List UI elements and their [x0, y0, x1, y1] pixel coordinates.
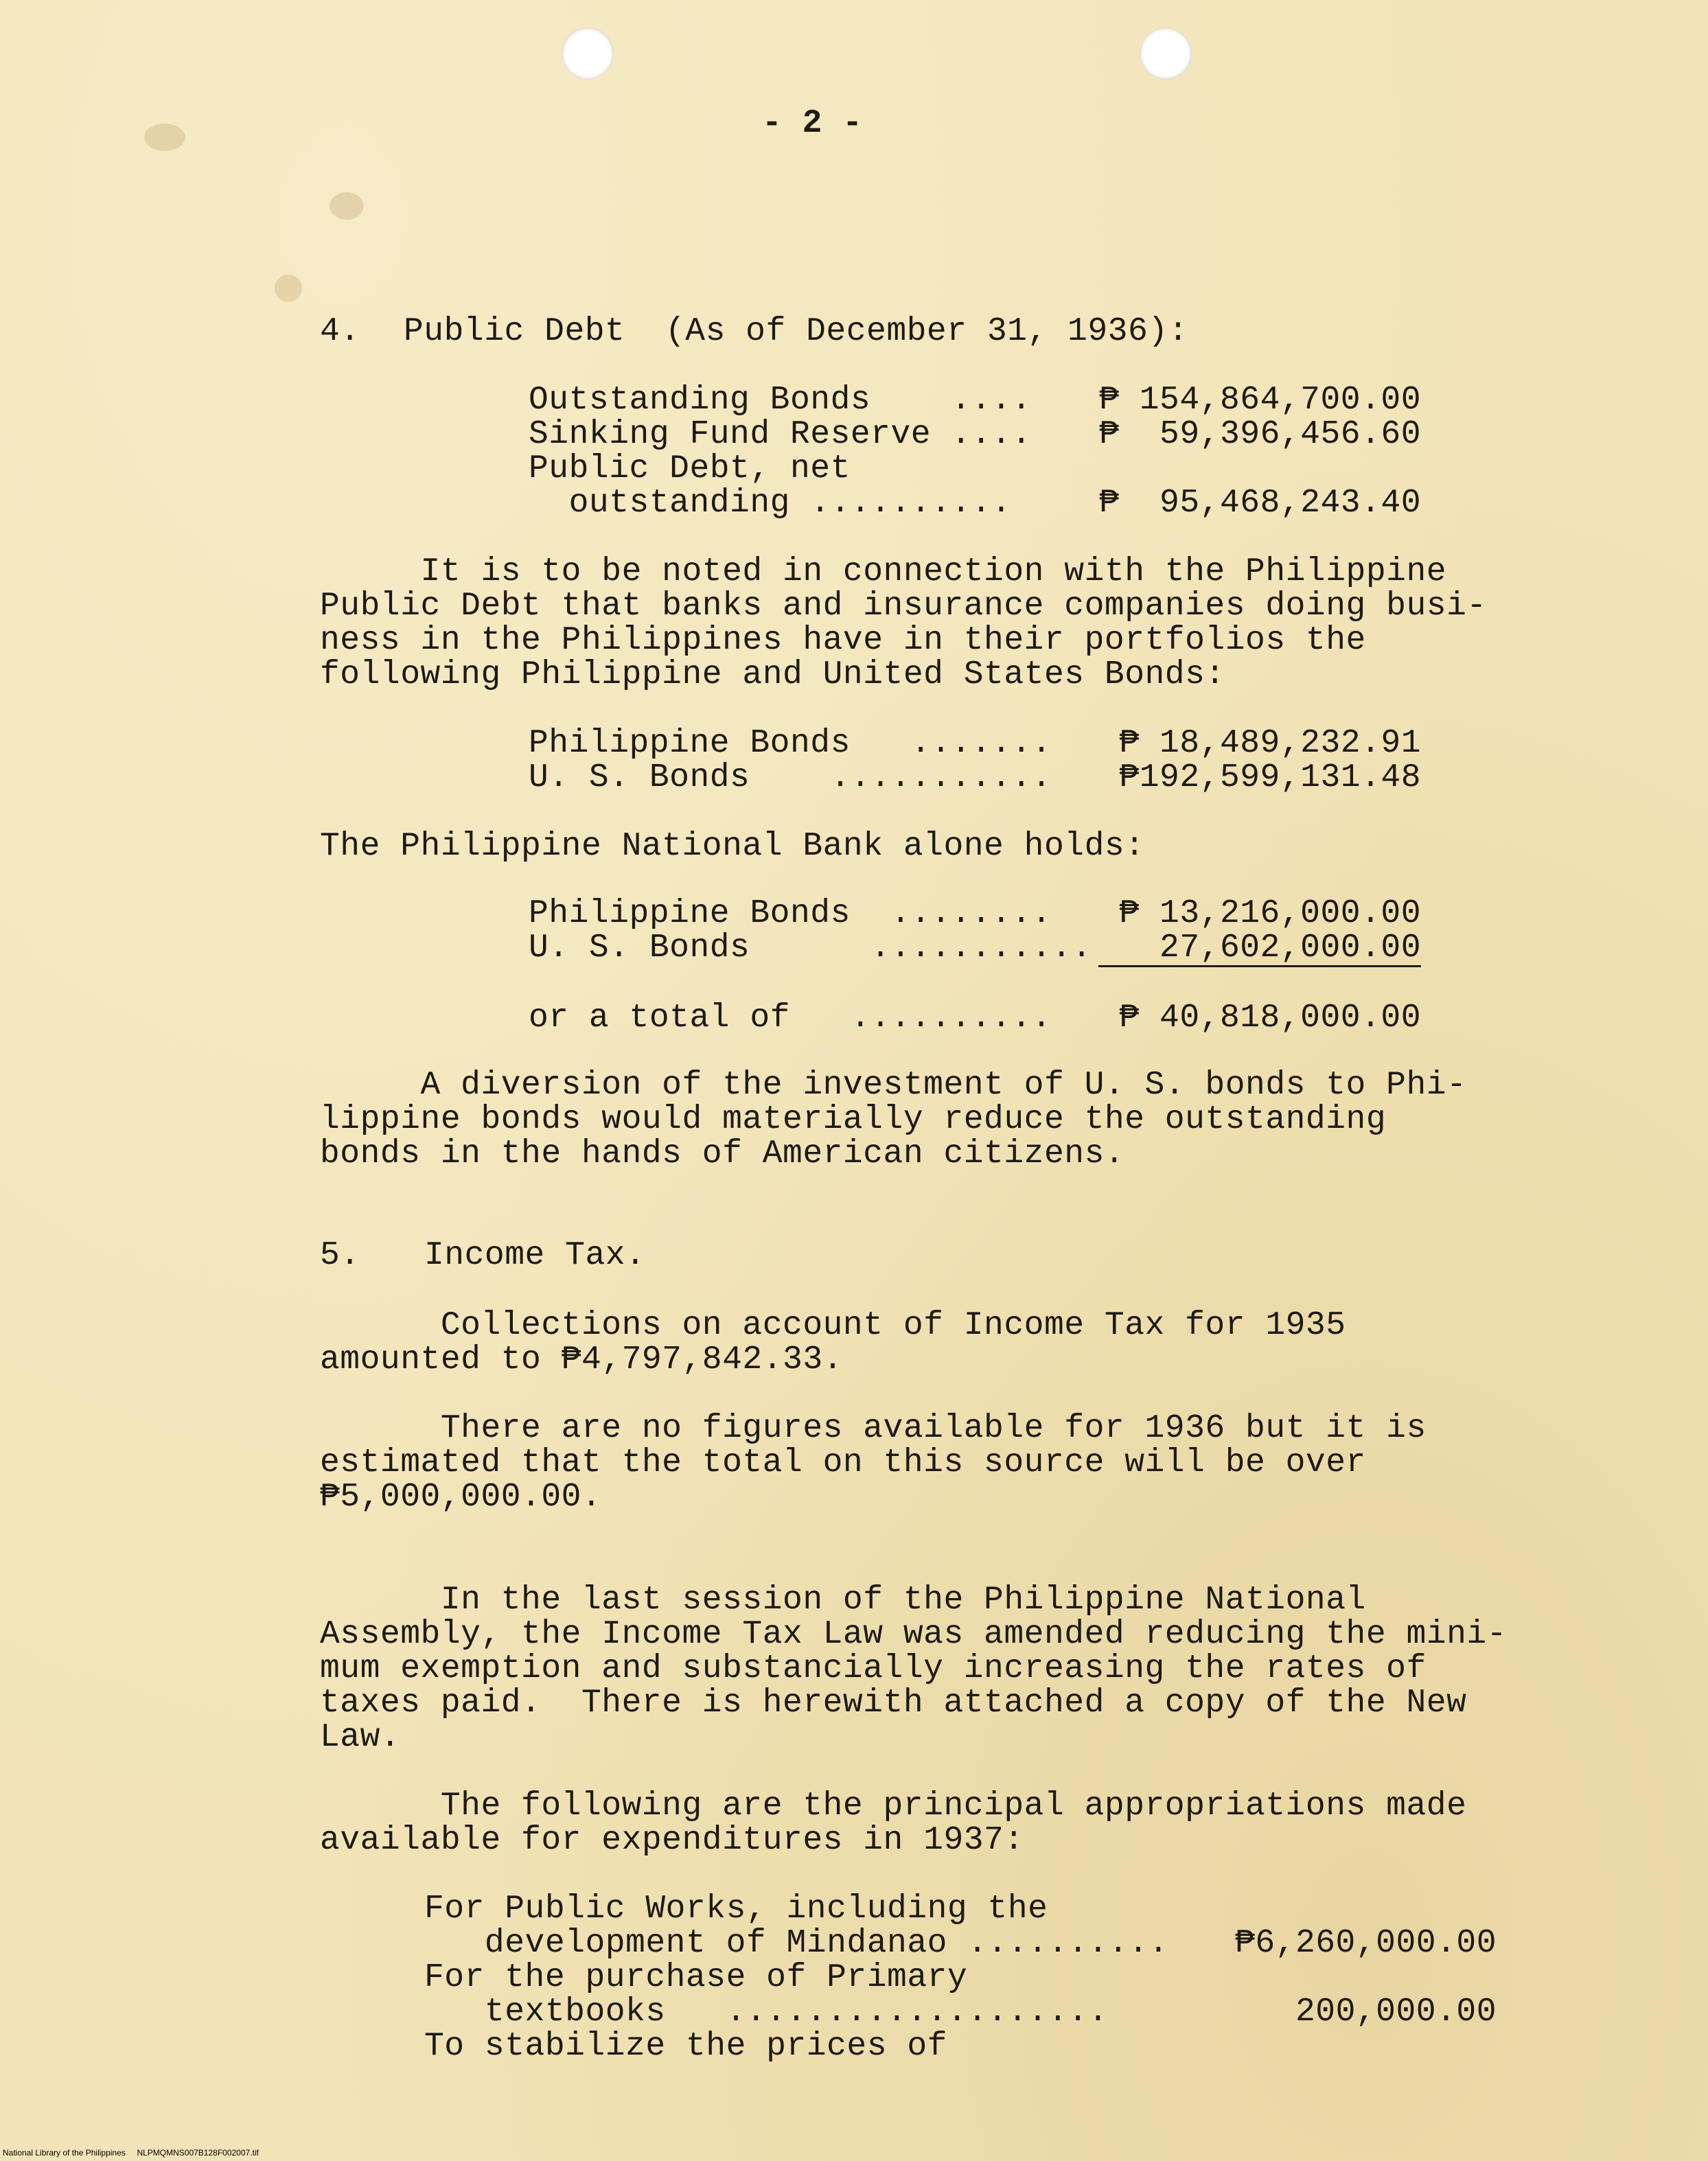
punch-hole-right — [1140, 27, 1192, 80]
paragraph-line: Public Debt that banks and insurance companies doing busi- — [320, 588, 1487, 625]
paragraph-line: bonds in the hands of American citizens. — [320, 1135, 1125, 1172]
archive-footer: National Library of the Philippines NLPMQMNS007B128F002007.tif — [3, 2148, 259, 2158]
debt-row-value: ₱ 154,864,700.00 — [1099, 382, 1421, 419]
appropriation-label: development of Mindanao .......... — [424, 1925, 1169, 1962]
pnb-intro: The Philippine National Bank alone holds: — [320, 828, 1145, 865]
paragraph-line: The following are the principal appropriations made — [320, 1788, 1467, 1825]
section-4-number: 4. — [320, 313, 360, 350]
appropriation-value: 200,000.00 — [1295, 1994, 1497, 2031]
debt-row-label: Public Debt, net — [529, 450, 851, 487]
pnb-row-value: ₱ 13,216,000.00 — [1119, 895, 1421, 932]
bond-row-label: Philippine Bonds ....... — [529, 725, 1052, 762]
bond-row-value: ₱ 18,489,232.91 — [1119, 725, 1421, 762]
bond-row-label: U. S. Bonds ........... — [529, 759, 1052, 796]
debt-row-value: ₱ 95,468,243.40 — [1099, 485, 1421, 522]
pnb-row-label: Philippine Bonds ........ — [529, 895, 1052, 932]
pnb-row-label: U. S. Bonds ........... — [529, 929, 1092, 967]
paragraph-line: mum exemption and substancially increasing the rates of — [320, 1650, 1427, 1687]
paragraph-line: A diversion of the investment of U. S. bonds to Phi- — [320, 1067, 1467, 1104]
paragraph-line: following Philippine and United States Bonds: — [320, 656, 1225, 693]
paragraph-line: ₱5,000,000.00. — [320, 1479, 602, 1516]
paragraph-line: available for expenditures in 1937: — [320, 1822, 1024, 1859]
paragraph-line: amounted to ₱4,797,842.33. — [320, 1341, 843, 1378]
paragraph-line: Law. — [320, 1719, 401, 1756]
appropriation-label: textbooks ................... — [424, 1994, 1109, 2031]
debt-row-label: Sinking Fund Reserve .... — [529, 416, 1032, 453]
appropriation-label: For the purchase of Primary — [424, 1959, 968, 1996]
total-value: ₱ 40,818,000.00 — [1119, 999, 1421, 1037]
appropriation-label: To stabilize the prices of — [424, 2028, 947, 2065]
debt-row-label: Outstanding Bonds .... — [529, 382, 1032, 419]
section-4-heading: Public Debt (As of December 31, 1936): — [404, 313, 1188, 350]
paragraph-line: taxes paid. There is herewith attached a copy of the New — [320, 1685, 1467, 1722]
section-5-number: 5. — [320, 1237, 360, 1274]
page-number: - 2 - — [762, 105, 863, 142]
paragraph-line: There are no figures available for 1936 but it is — [320, 1410, 1427, 1447]
paragraph-line: Assembly, the Income Tax Law was amended reducing the mini- — [320, 1616, 1507, 1653]
punch-hole-left — [562, 27, 614, 80]
paragraph-line: It is to be noted in connection with the Philippine — [320, 553, 1447, 590]
paper-stain — [144, 124, 185, 151]
section-5-heading: Income Tax. — [424, 1237, 646, 1274]
debt-row-label: outstanding .......... — [529, 485, 1012, 522]
bond-row-value: ₱192,599,131.48 — [1119, 759, 1421, 796]
pnb-row-value-underlined: 27,602,000.00 — [1098, 931, 1421, 967]
paper-stain — [330, 192, 364, 220]
paragraph-line: ness in the Philippines have in their portfolios the — [320, 622, 1366, 659]
paper-stain — [275, 275, 302, 302]
appropriation-value: ₱6,260,000.00 — [1235, 1925, 1497, 1962]
total-label: or a total of .......... — [529, 999, 1052, 1037]
paragraph-line: lippine bonds would materially reduce the outstanding — [320, 1101, 1387, 1138]
paragraph-line: estimated that the total on this source will be over — [320, 1444, 1366, 1481]
debt-row-value: ₱ 59,396,456.60 — [1099, 416, 1421, 453]
appropriation-label: For Public Works, including the — [424, 1891, 1048, 1928]
paragraph-line: In the last session of the Philippine National — [320, 1582, 1366, 1619]
paragraph-line: Collections on account of Income Tax for 1935 — [320, 1307, 1346, 1344]
